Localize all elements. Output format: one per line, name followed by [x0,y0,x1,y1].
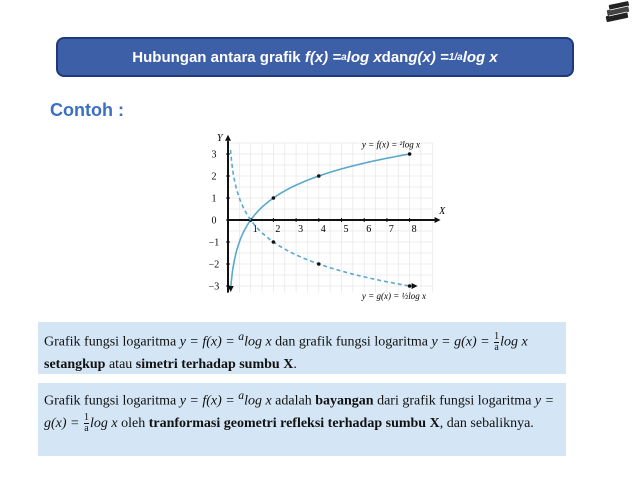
g-point [272,240,276,244]
note1-fraction [494,332,499,353]
note1-period: . [293,356,297,372]
y-axis-label: Y [217,133,223,144]
books-logo-icon [603,2,633,24]
note2-adalah: adalah [271,393,316,409]
note1-atau: atau [105,356,136,372]
note2-text-b: dari grafik fungsi logaritma [373,393,535,409]
note2-f-expr: y = f(x) = [179,393,239,409]
log-x-1: log x [346,48,382,66]
note1-frac-num: 1 [494,330,500,342]
f-point [317,174,321,178]
x-tick-label: 3 [298,224,304,235]
f-point [408,152,412,156]
x-tick-label: 2 [275,224,281,235]
note1-f-expr: y = f(x) = [179,334,239,350]
note1-setangkup: setangkup [44,356,106,372]
note1-text-b: dan grafik fungsi logaritma [271,334,432,350]
slide-title [56,37,574,77]
note2-fraction [84,413,89,434]
log-graph [199,128,444,311]
y-axis-arrow [225,135,231,141]
reflection-note [38,383,566,456]
note2-frac-num: 1 [84,411,89,423]
x-tick-label: 5 [343,224,349,235]
note1-g-expr: y = g(x) = [431,334,494,350]
g-curve [231,150,411,286]
g-expression: g(x) = [408,48,449,66]
f-expression: f(x) = [304,48,342,66]
note1-f-base: a [238,330,245,343]
x-tick-label: 4 [320,224,326,235]
g-point [317,262,321,266]
note2-sebaliknya: , dan sebaliknya. [439,415,534,431]
note2-f-log: log x [244,393,272,409]
y-tick-label: −1 [208,237,220,249]
x-tick-label: 1 [252,224,258,235]
note2-text-a: Grafik fungsi logaritma [44,393,180,409]
x-tick-label: 6 [366,224,372,235]
note2-oleh: oleh [117,415,149,431]
log-x-2: log x [462,48,498,66]
note2-g-expr: y = g(x) = [44,393,555,431]
f-base: a [341,51,347,63]
x-axis-arrow [435,217,441,223]
title-dan: dan [381,48,409,66]
title-prefix: Hubungan antara grafik [132,48,301,66]
note2-bayangan: bayangan [315,393,374,409]
note2-g-log: log x [90,415,118,431]
x-tick-label: 7 [388,224,394,235]
y-tick-label: −3 [208,281,220,293]
f-point [272,196,276,200]
y-tick-label: 1 [211,193,217,205]
g-point [408,284,412,288]
x-axis-label: X [439,206,446,217]
y-tick-label: 2 [211,171,217,183]
example-label: Contoh : [50,100,124,120]
x-tick-label: 8 [411,224,417,235]
symmetry-note [38,322,566,374]
f-curve [231,154,411,290]
note1-f-log: log x [244,334,272,350]
y-tick-label: 3 [211,149,217,161]
g-curve-arrow [412,283,418,289]
note2-reflection: tranformasi geometri refleksi terhadap sumbu X [148,415,440,431]
note1-g-log: log x [500,334,528,350]
y-tick-label: −2 [208,259,220,271]
note2-f-base: a [238,389,245,402]
g-base: 1/a [448,51,463,63]
chart-svg [199,128,444,311]
note1-symmetry: simetri terhadap sumbu X [135,356,294,372]
note1-frac-den: a [494,341,499,353]
f-curve-label: y = f(x) = ²log x [361,139,421,150]
y-tick-label: 0 [211,215,217,227]
note1-text-a: Grafik fungsi logaritma [44,334,180,350]
g-curve-label: y = g(x) = ½log x [361,291,427,302]
note2-frac-den: a [84,422,89,434]
